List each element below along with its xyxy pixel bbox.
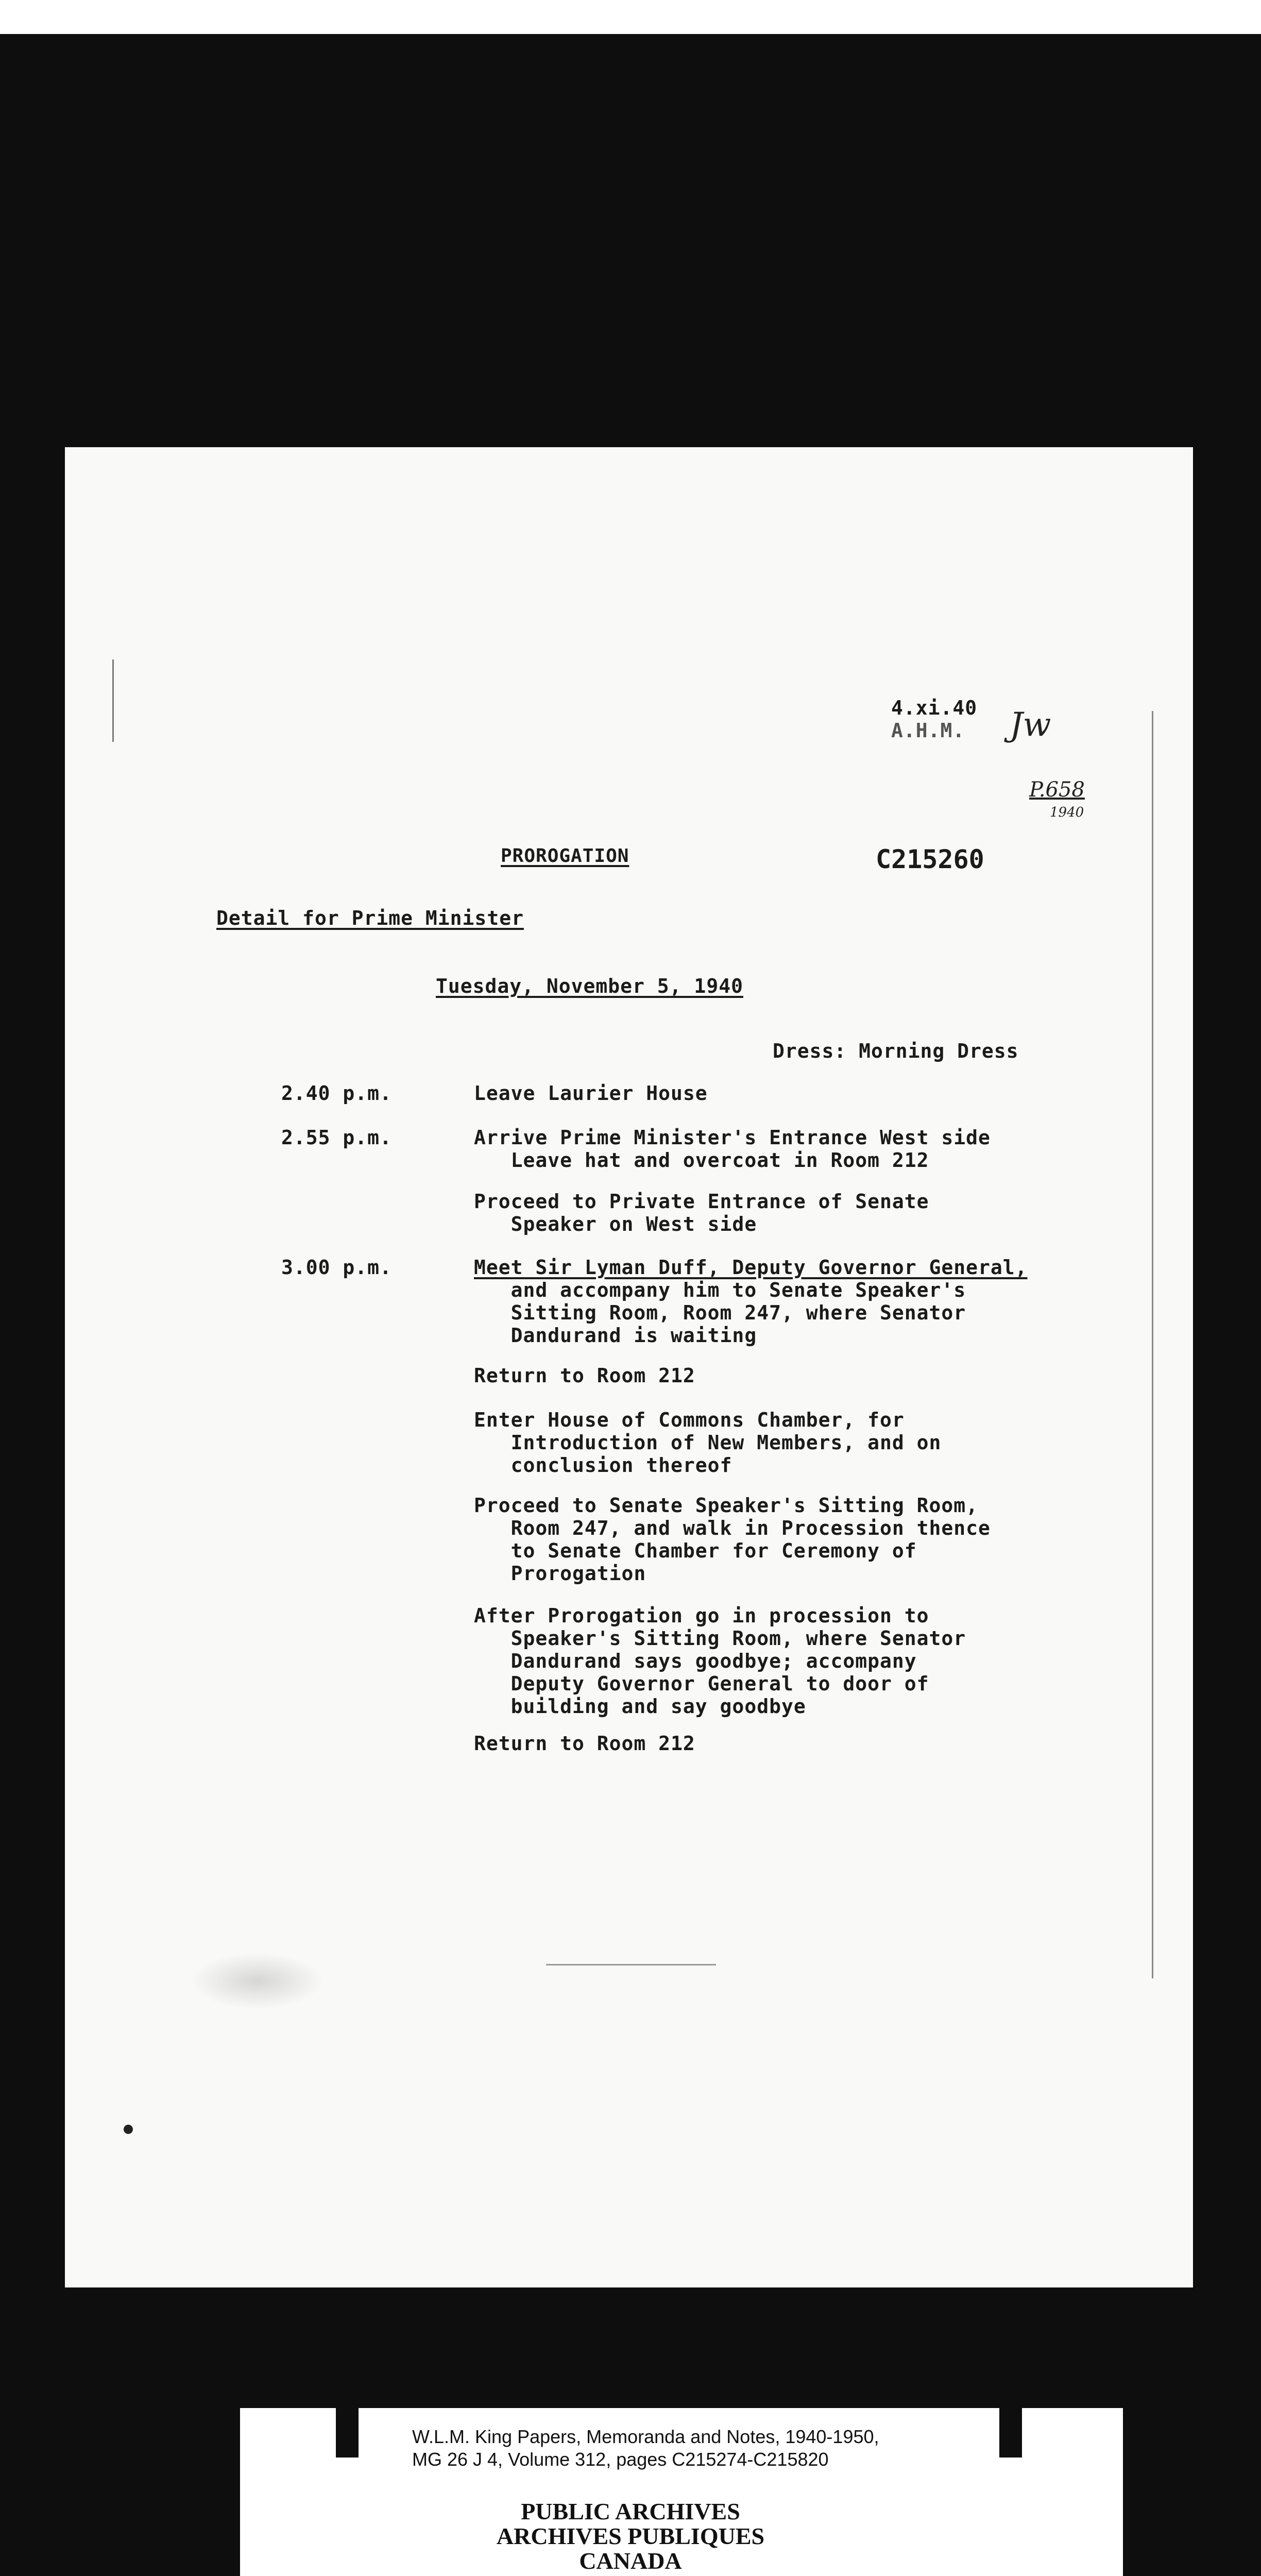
schedule-line: Proceed to Senate Speaker's Sitting Room,	[474, 1494, 978, 1517]
schedule-line: Proceed to Private Entrance of Senate	[474, 1190, 929, 1213]
schedule-line: Introduction of New Members, and on	[474, 1431, 942, 1454]
schedule-line: and accompany him to Senate Speaker's	[474, 1279, 966, 1301]
label-tab	[999, 2408, 1022, 2458]
handwritten-page-ref: P.658	[1029, 778, 1085, 802]
schedule-line: After Prorogation go in procession to	[474, 1604, 929, 1627]
schedule-line: Dandurand is waiting	[474, 1324, 757, 1347]
archive-citation-line1: W.L.M. King Papers, Memoranda and Notes, 1940-1950,	[412, 2426, 879, 2447]
label-tab	[336, 2408, 359, 2458]
schedule-time: 2.55 p.m.	[281, 1126, 392, 1149]
page-speck	[124, 2125, 133, 2134]
schedule-line: Return to Room 212	[474, 1364, 695, 1387]
schedule-line: Speaker on West side	[474, 1213, 757, 1235]
schedule-line: Sitting Room, Room 247, where Senator	[474, 1301, 966, 1324]
page-edge-line	[1152, 711, 1153, 1978]
archive-citation-line2: MG 26 J 4, Volume 312, pages C215274-C215820	[412, 2449, 829, 2470]
schedule-line: Speaker's Sitting Room, where Senator	[474, 1627, 966, 1650]
page-subtitle: Detail for Prime Minister	[216, 907, 524, 929]
schedule-line: Leave Laurier House	[474, 1082, 708, 1105]
schedule-line: Prorogation	[474, 1562, 646, 1585]
schedule-line: Return to Room 212	[474, 1732, 695, 1755]
schedule-line: Arrive Prime Minister's Entrance West side	[474, 1126, 991, 1149]
schedule-time: 3.00 p.m.	[281, 1256, 392, 1279]
archive-org-french: ARCHIVES PUBLIQUES	[496, 2523, 765, 2549]
page-rule	[546, 1964, 716, 1965]
stamp-date: 4.xi.40	[891, 697, 978, 719]
schedule-line: building and say goodbye	[474, 1695, 806, 1718]
stamp-initials: A.H.M.	[891, 719, 965, 742]
handwritten-year: 1940	[1050, 805, 1084, 820]
top-white-strip	[0, 0, 1261, 34]
page-edge-line	[112, 659, 114, 742]
dress-line: Dress: Morning Dress	[773, 1040, 1019, 1062]
date-line: Tuesday, November 5, 1940	[436, 975, 743, 997]
schedule-line: Room 247, and walk in Procession thence	[474, 1517, 991, 1539]
schedule-line: Leave hat and overcoat in Room 212	[474, 1149, 929, 1172]
schedule-line: Meet Sir Lyman Duff, Deputy Governor General,	[474, 1256, 1028, 1279]
schedule-line: Enter House of Commons Chamber, for	[474, 1409, 905, 1431]
document-number: C215260	[876, 844, 984, 874]
schedule-line: Deputy Governor General to door of	[474, 1672, 929, 1695]
schedule-line: to Senate Chamber for Ceremony of	[474, 1539, 917, 1562]
schedule-time: 2.40 p.m.	[281, 1082, 392, 1105]
archive-org-english: PUBLIC ARCHIVES	[521, 2498, 740, 2524]
schedule-line: Dandurand says goodbye; accompany	[474, 1650, 917, 1672]
page-smudge	[191, 1953, 325, 2009]
page-title: PROROGATION	[501, 845, 629, 867]
archive-org-country: CANADA	[579, 2548, 682, 2574]
schedule-line: conclusion thereof	[474, 1454, 732, 1477]
handwritten-initials: Jw	[1010, 706, 1051, 744]
